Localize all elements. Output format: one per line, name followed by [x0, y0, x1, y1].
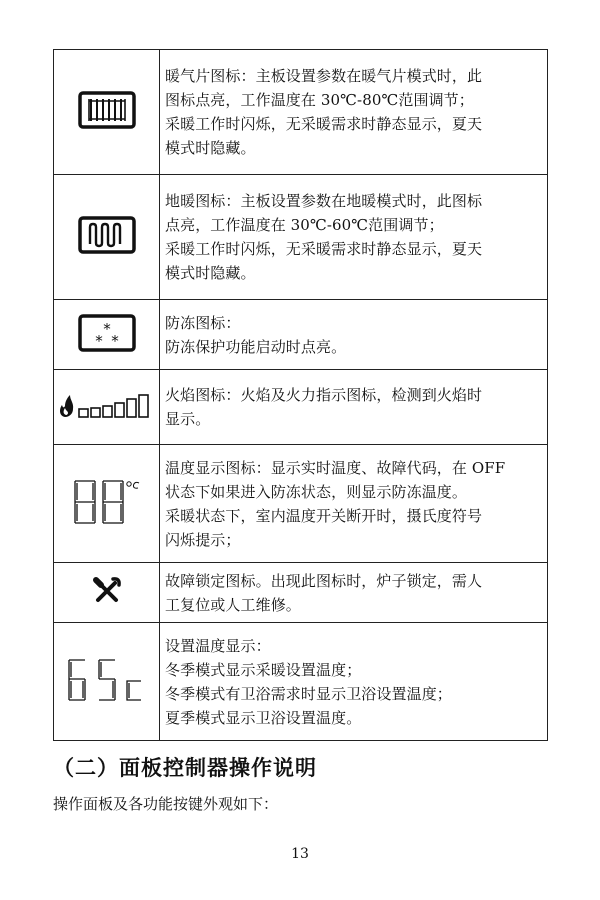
description-line: 显示。 [165, 410, 211, 428]
icon-cell [54, 445, 160, 563]
svg-text:*: * [102, 319, 111, 338]
description-line: 防冻保护功能启动时点亮。 [165, 337, 347, 356]
antifreeze-icon [78, 314, 136, 356]
table-row [54, 623, 548, 741]
set-temperature-display-icon [65, 657, 149, 707]
description-line: 火焰图标：火焰及火力指示图标，检测到火焰时 [165, 386, 483, 404]
description-line: 防冻图标： [165, 313, 241, 332]
description-cell [160, 50, 548, 175]
description-line: 故障锁定图标。出现此图标时，炉子锁定，需人 [165, 571, 483, 590]
floor-heating-icon [78, 216, 136, 258]
icon-cell [54, 370, 160, 445]
description-line: 采暖工作时闪烁，无采暖需求时静态显示，夏天 [165, 240, 483, 258]
description-line: 夏季模式显示卫浴设置温度。 [165, 708, 362, 727]
icon-cell [54, 563, 160, 623]
table-row [54, 445, 548, 563]
description-line: 冬季模式显示采暖设置温度； [165, 660, 362, 679]
radiator-icon [78, 91, 136, 133]
description-cell [160, 370, 548, 445]
description-cell [160, 300, 548, 370]
icon-cell [54, 175, 160, 300]
icon-cell [54, 50, 160, 175]
description-line: 采暖工作时闪烁，无采暖需求时静态显示，夏天 [165, 115, 483, 133]
description-cell [160, 175, 548, 300]
intro-text: 操作面板及各功能按键外观如下： [53, 795, 279, 813]
icon-description-table [53, 49, 548, 741]
description-line: 设置温度显示： [165, 636, 271, 655]
description-cell [160, 563, 548, 623]
table-row [54, 370, 548, 445]
description-line: 暖气片图标：主板设置参数在暖气片模式时，此 [165, 67, 483, 85]
table-row [54, 563, 548, 623]
icon-cell [54, 300, 160, 370]
description-line: 温度显示图标：显示实时温度、故障代码，在 OFF [165, 458, 506, 477]
table-row [54, 300, 548, 370]
page-number: 13 [291, 846, 309, 862]
description-line: 冬季模式有卫浴需求时显示卫浴设置温度； [165, 684, 452, 703]
description-line: 图标点亮，工作温度在 30℃-80℃范围调节； [165, 91, 474, 109]
svg-text:*: * [110, 331, 119, 350]
table-row [54, 175, 548, 300]
description-line: 模式时隐藏。 [165, 264, 256, 282]
table-row [54, 50, 548, 175]
temperature-display-icon [69, 477, 145, 531]
description-cell [160, 623, 548, 741]
flame-level-icon [57, 390, 157, 424]
description-line: 闪烁提示； [165, 530, 241, 549]
description-line: 状态下如果进入防冻状态，则显示防冻温度。 [165, 482, 468, 501]
description-line: 模式时隐藏。 [165, 139, 256, 157]
description-line: 工复位或人工维修。 [165, 595, 301, 614]
description-line: 地暖图标：主板设置参数在地暖模式时，此图标 [165, 192, 483, 210]
svg-text:*: * [94, 331, 103, 350]
description-cell [160, 445, 548, 563]
icon-cell [54, 623, 160, 741]
fault-lock-icon [92, 576, 122, 610]
section-title: （二）面板控制器操作说明 [53, 756, 317, 780]
description-line: 采暖状态下，室内温度开关断开时，摄氏度符号 [165, 506, 483, 525]
description-line: 点亮，工作温度在 30℃-60℃范围调节； [165, 216, 444, 234]
